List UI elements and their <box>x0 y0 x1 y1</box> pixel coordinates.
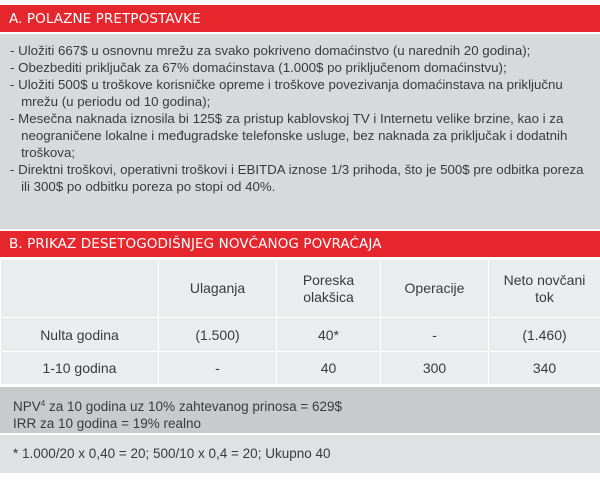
assumption-line: - Mesečna naknada iznosila bi 125$ za pristup kablovskoj TV i Internetu velike brzine, kao i za <box>10 111 564 126</box>
section-a-title: A. POLAZNE PRETPOSTAVKE <box>9 10 201 27</box>
cell-poreska: 40 <box>277 352 381 385</box>
assumption-line: - Direktni troškovi, operativni troškovi i EBITDA iznose 1/3 prihoda, što je 500$ pre odbitka poreza <box>10 162 584 177</box>
cell-neto: 340 <box>489 352 600 385</box>
assumption-line: - Uložiti 500$ u troškove korisničke opreme i troškove povezivanja domaćinstava na priključnu <box>10 77 563 92</box>
section-b-title: B. PRIKAZ DESETOGODIŠNJEG NOVČANOG POVRAĆAJA <box>9 236 382 252</box>
footnote-text: * 1.000/20 x 0,40 = 20; 500/10 x 0,4 = 20; Ukupno 40 <box>13 446 331 461</box>
column-header-ulaganja: Ulaganja <box>159 260 277 318</box>
cell-operacije: 300 <box>381 352 489 385</box>
table-row <box>1 318 600 352</box>
npv-footnote-ref: 4 <box>40 399 46 408</box>
footnote <box>0 435 600 473</box>
assumption-line: - Uložiti 667$ u osnovnu mrežu za svako pokriveno domaćinstvo (u narednih 20 godina); <box>10 43 531 58</box>
assumption-line: - Obezbediti priključak za 67% domaćinstava (1.000$ po priključenom domaćinstvu); <box>10 60 507 75</box>
assumption-line: troškova; <box>10 145 76 160</box>
npv-irr-box <box>0 387 600 433</box>
assumption-line: neograničene lokalne i međugradske telefonske usluge, bez naknada za priključak i dodatnih <box>10 128 568 143</box>
irr-line: IRR za 10 godina = 19% realno <box>13 416 201 431</box>
cell-neto: (1.460) <box>489 318 600 352</box>
cell-operacije: - <box>381 318 489 352</box>
cell-ulaganja: (1.500) <box>159 318 277 352</box>
assumptions-panel <box>0 34 600 229</box>
cell-poreska: 40* <box>277 318 381 352</box>
column-header-poreska-olaksica <box>277 260 381 318</box>
cash-flow-table-area <box>0 259 600 385</box>
header-text: Neto novčani tok <box>503 271 586 305</box>
column-header-neto-novcani-tok <box>489 260 600 318</box>
section-b-header <box>0 231 600 257</box>
section-a-header <box>0 5 600 32</box>
column-header-empty <box>1 260 159 318</box>
cell-ulaganja: - <box>159 352 277 385</box>
assumption-line: mrežu (u periodu od 10 godina); <box>10 94 211 109</box>
column-header-operacije: Operacije <box>381 260 489 318</box>
table-row <box>1 352 600 385</box>
npv-line <box>13 395 600 415</box>
assumption-line: ili 300$ po odbitku poreza po stopi od 40%. <box>10 179 276 194</box>
header-text: Poreska olakšica <box>302 271 355 305</box>
table-header-row <box>1 260 600 318</box>
row-label: Nulta godina <box>1 318 159 352</box>
row-label: 1-10 godina <box>1 352 159 385</box>
cash-flow-table <box>0 259 600 385</box>
npv-prefix: NPV <box>13 399 41 414</box>
npv-text: za 10 godina uz 10% zahtevanog prinosa = 629$ <box>45 399 343 414</box>
